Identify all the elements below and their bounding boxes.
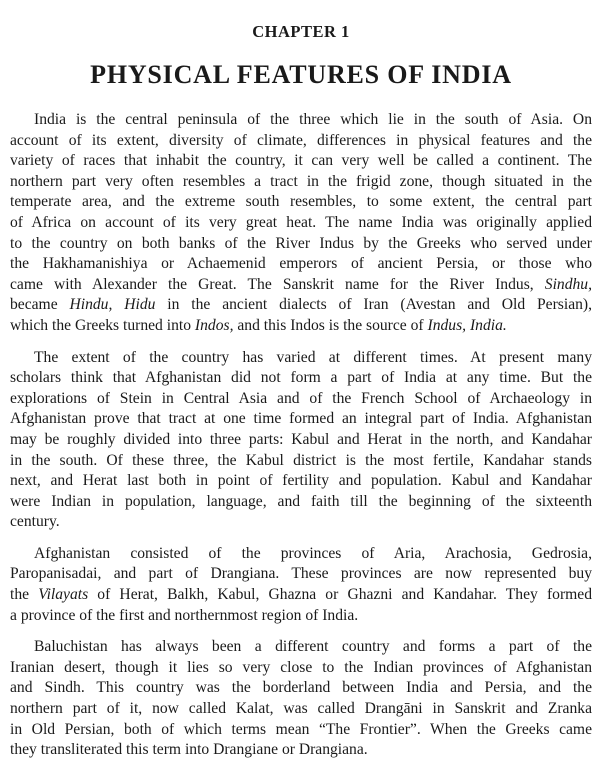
text-line-with-italic	[10, 295, 592, 316]
text-line: explorations of Stein in Central Asia and of the French School of Archaeology in	[10, 389, 592, 407]
text-line: temperate area, and the extreme south resembles, to some extent, the central part	[10, 193, 592, 211]
text-line: next, and Herat last both in point of fertility and population. Kabul and Kandahar	[10, 472, 592, 490]
text-segment: which the Greeks turned into	[10, 316, 195, 334]
text-segment: of Herat, Balkh, Kabul, Ghazna or Ghazni and Kandahar. They formed	[88, 586, 592, 604]
chapter-body	[10, 110, 592, 761]
text-segment: became	[10, 296, 70, 314]
paragraph-afghanistan-provinces	[10, 544, 592, 626]
text-line: Afghanistan consisted of the provinces of Aria, Arachosia, Gedrosia,	[34, 544, 592, 562]
text-line: a province of the first and northernmost region of India.	[10, 606, 359, 624]
text-line: northern part very often resembles a tract in the frigid zone, though situated in the	[10, 172, 592, 190]
text-segment: the	[10, 586, 39, 604]
text-line: and Sindh. This country was the borderland between India and Persia, and the	[10, 679, 592, 697]
italic-term-indus-india: Indus, India.	[427, 316, 507, 334]
text-line: Paropanisadai, and part of Drangiana. These provinces are now represented buy	[10, 565, 592, 583]
text-segment: came with Alexander the Great. The Sanskrit name for the River Indus,	[10, 275, 534, 293]
text-line: of Africa on account of its very great heat. The name India was originally applied	[10, 213, 592, 231]
text-line: Baluchistan has always been a different country and forms a part of the	[34, 638, 592, 656]
text-line: India is the central peninsula of the three which lie in the south of Asia. On	[34, 111, 592, 128]
italic-term-sindhu: Sindhu,	[544, 275, 592, 293]
text-line: were Indian in population, language, and faith till the beginning of the sixteenth	[10, 492, 592, 510]
text-line-with-italic	[10, 316, 592, 337]
text-line: The extent of the country has varied at different times. At present many	[34, 348, 592, 366]
text-line: to the country on both banks of the River Indus by the Greeks who served under	[10, 234, 592, 252]
chapter-title: PHYSICAL FEATURES OF INDIA	[90, 60, 512, 89]
italic-term-hindu-hidu: Hindu, Hidu	[69, 296, 156, 314]
text-line: northern part of it, now called Kalat, was called Drangāni in Sanskrit and Zranka	[10, 700, 592, 718]
text-segment: and this Indos is the source of	[233, 316, 428, 334]
text-line: the Hakhamanishiya or Achaemenid emperors of ancient Persia, or those who	[10, 255, 592, 273]
text-line-with-italic	[10, 275, 592, 296]
text-line: scholars think that Afghanistan did not form a part of India at any time. But the	[10, 369, 592, 387]
italic-term-indos: Indos,	[194, 316, 234, 334]
paragraph-india-overview	[10, 110, 592, 337]
text-line: variety of races that inhabit the country, it can very well be called a continent. The	[10, 152, 592, 170]
text-line: in the south. Of these three, the Kabul district is the most fertile, Kandahar stands	[10, 451, 592, 469]
italic-term-vilayats: Vilayats	[38, 586, 89, 604]
text-line: Afghanistan prove that tract at one time formed an integral part of India. Afghanistan	[10, 410, 592, 428]
text-segment: in the ancient dialects of Iran (Avestan and Old Persian),	[155, 296, 592, 314]
chapter-number: CHAPTER 1	[252, 22, 350, 41]
text-line: century.	[10, 513, 60, 531]
text-line: may be roughly divided into three parts: Kabul and Herat in the north, and Kandahar	[10, 430, 592, 448]
text-line: account of its extent, diversity of climate, differences in physical features and the	[10, 131, 592, 149]
paragraph-extent	[10, 348, 592, 533]
paragraph-baluchistan	[10, 637, 592, 761]
text-line: they transliterated this term into Drangiane or Drangiana.	[10, 741, 368, 759]
text-line-with-italic	[10, 585, 592, 606]
text-line: in Old Persian, both of which terms mean “The Frontier”. When the Greeks came	[10, 720, 592, 738]
text-line: Iranian desert, though it lies so very close to the Indian provinces of Afghanistan	[10, 658, 592, 676]
